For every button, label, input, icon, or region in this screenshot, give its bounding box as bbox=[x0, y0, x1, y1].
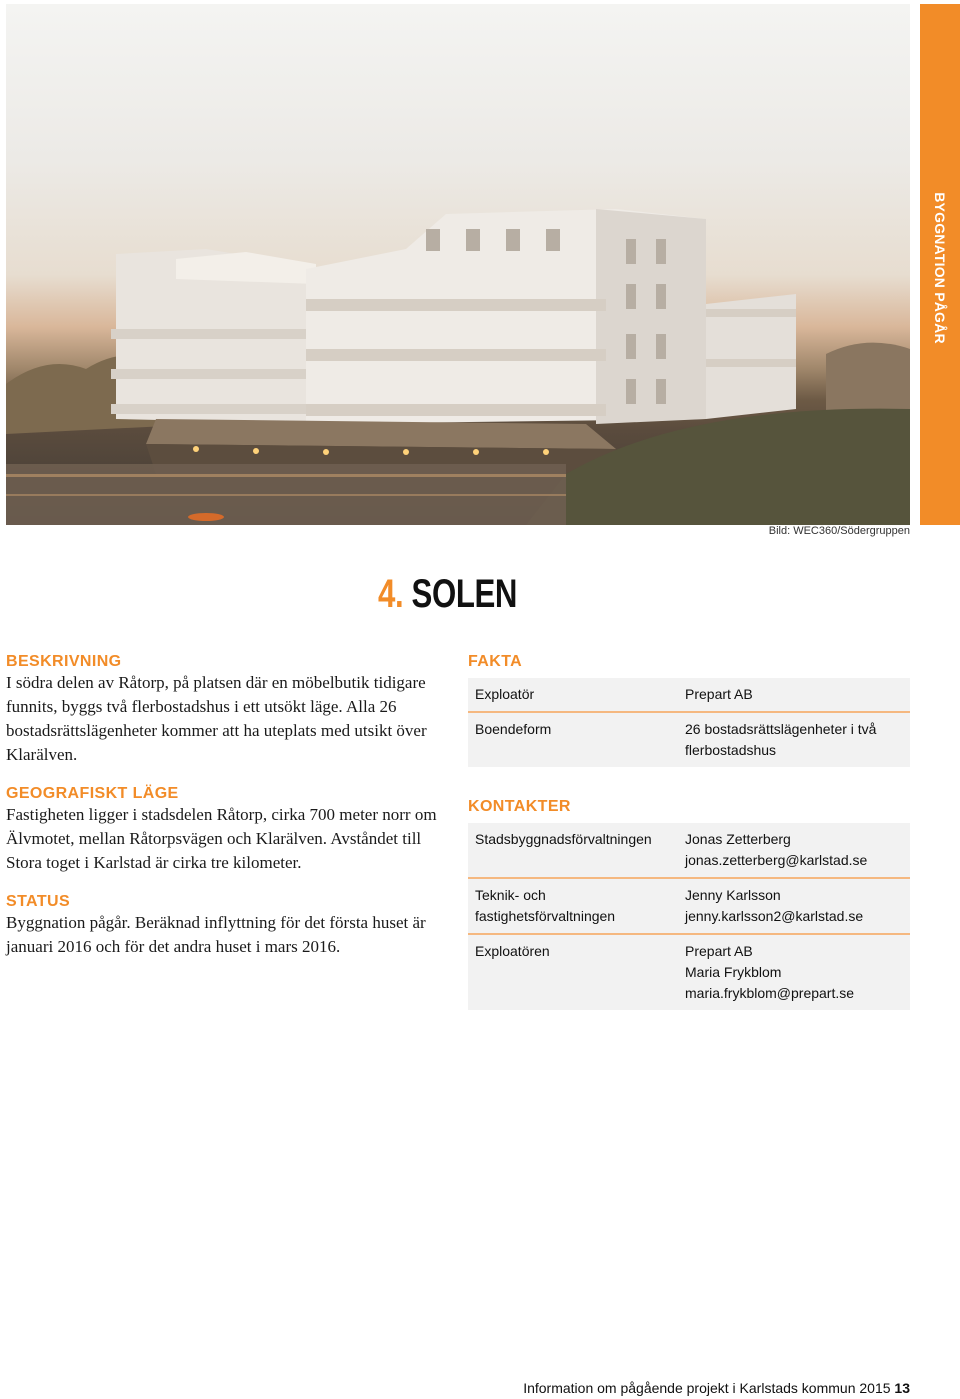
table-row bbox=[468, 879, 910, 935]
contact-name: Jenny Karlsson bbox=[685, 887, 781, 903]
title-number: 4. bbox=[378, 572, 404, 616]
page-title bbox=[378, 572, 517, 617]
fakta-heading: FAKTA bbox=[468, 653, 523, 670]
kontakt-value bbox=[678, 879, 910, 933]
fakta-value: Prepart AB bbox=[685, 686, 753, 702]
fakta-value: 26 bostadsrättslägenheter i två flerbostadshus bbox=[685, 721, 877, 758]
right-column bbox=[468, 652, 910, 1010]
beskrivning-heading: BESKRIVNING bbox=[6, 653, 122, 670]
table-row bbox=[468, 823, 910, 879]
kontakt-key: Teknik- och fastighetsförvaltningen bbox=[475, 887, 616, 924]
kontakter-heading: KONTAKTER bbox=[468, 798, 571, 815]
kontakt-key: Exploatören bbox=[475, 943, 550, 959]
side-tab-label: BYGGNATION PÅGÅR bbox=[932, 192, 948, 344]
status-heading: STATUS bbox=[6, 893, 71, 910]
geografiskt-text: Fastigheten ligger i stadsdelen Råtorp, cirka 700 meter norr om Älvmotet, mellan Råtorpsvägen och Klarälven. Avståndet till Stora toget i Karlstad är cirka tre kilometer. bbox=[6, 805, 437, 872]
fakta-key: Exploatör bbox=[475, 686, 535, 702]
kontakt-value bbox=[678, 823, 910, 877]
building-photo bbox=[6, 4, 910, 525]
page-number: 13 bbox=[894, 1380, 910, 1396]
geografiskt-section bbox=[6, 784, 456, 875]
beskrivning-section bbox=[6, 652, 456, 767]
contact-name: Jonas Zetterberg bbox=[685, 831, 791, 847]
footer-text: Information om pågående projekt i Karlstads kommun 2015 bbox=[523, 1380, 891, 1396]
table-row bbox=[468, 713, 910, 767]
left-column bbox=[6, 652, 456, 976]
table-row bbox=[468, 678, 910, 713]
geografiskt-heading: GEOGRAFISKT LÄGE bbox=[6, 785, 179, 802]
contact-email[interactable]: maria.frykblom@prepart.se bbox=[685, 985, 855, 1001]
page-footer bbox=[523, 1380, 910, 1396]
status-text: Byggnation pågår. Beräknad inflyttning för det första huset är januari 2016 och för det andra huset i mars 2016. bbox=[6, 913, 426, 956]
title-name: SOLEN bbox=[411, 572, 518, 616]
contact-email[interactable]: jonas.zetterberg@karlstad.se bbox=[685, 852, 868, 868]
image-credit: Bild: WEC360/Södergruppen bbox=[768, 525, 910, 537]
status-side-tab bbox=[920, 4, 960, 525]
beskrivning-text: I södra delen av Råtorp, på platsen där en möbelbutik tidigare funnits, byggs två flerbostadshus i ett utsökt läge. Alla 26 bostadsrättslägenheter kommer att ha uteplats med utsikt över Klarälven. bbox=[6, 673, 427, 764]
table-row bbox=[468, 935, 910, 1010]
kontakt-key: Stadsbyggnadsförvaltningen bbox=[475, 831, 652, 847]
status-section bbox=[6, 892, 456, 959]
kontakter-table bbox=[468, 823, 910, 1010]
contact-company: Prepart AB bbox=[685, 943, 753, 959]
contact-name: Maria Frykblom bbox=[685, 964, 782, 980]
contact-email[interactable]: jenny.karlsson2@karlstad.se bbox=[685, 908, 864, 924]
fakta-table bbox=[468, 678, 910, 767]
fakta-key: Boendeform bbox=[475, 721, 552, 737]
kontakt-value bbox=[678, 935, 910, 1010]
